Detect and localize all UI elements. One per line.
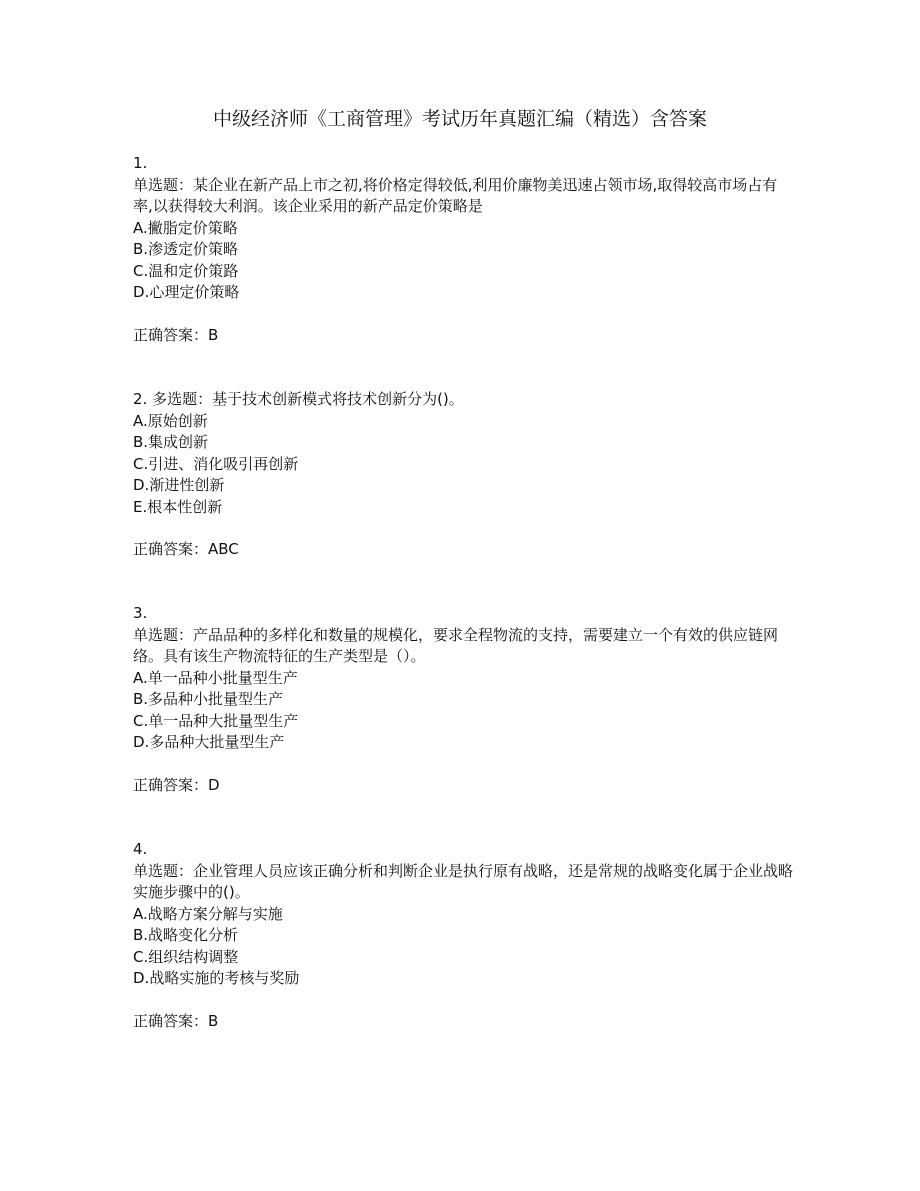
option-a: A.撇脂定价策略 — [133, 218, 238, 237]
option-c: C.温和定价策路 — [133, 261, 239, 280]
option-b: B.战略变化分析 — [133, 926, 239, 944]
question-stem: 单选题：某企业在新产品上市之初,将价格定得较低,利用价廉物美迅速占领市场,取得较高市场占有率,以获得较大利润。该企业采用的新产品定价策略是 — [133, 175, 778, 215]
question-stem: 单选题：产品品种的多样化和数量的规模化，要求全程物流的支持，需要建立一个有效的供应链网络。具有该生产物流特征的生产类型是（）。 — [133, 625, 779, 665]
question-stem: 单选题：企业管理人员应该正确分析和判断企业是执行原有战略，还是常规的战略变化属于企业战略实施步骤中的()。 — [133, 861, 794, 901]
option-d: D.多品种大批量型生产 — [133, 733, 285, 751]
correct-answer: 正确答案：B — [133, 325, 219, 344]
question-1 — [133, 153, 793, 346]
option-a: A.单一品种小批量型生产 — [133, 668, 298, 687]
option-d: D.战略实施的考核与奖励 — [133, 969, 300, 987]
question-2 — [133, 389, 793, 561]
option-d: D.心理定价策略 — [133, 283, 240, 301]
option-b: B.多品种小批量型生产 — [133, 690, 284, 708]
question-number: 1. — [133, 154, 148, 172]
correct-answer: 正确答案：B — [133, 1011, 219, 1030]
question-number: 4. — [133, 840, 148, 858]
option-a: A.原始创新 — [133, 411, 208, 430]
question-3 — [133, 603, 793, 796]
document-title: 中级经济师《工商管理》考试历年真题汇编（精选）含答案 — [212, 108, 707, 130]
option-c: C.单一品种大批量型生产 — [133, 711, 299, 730]
option-b: B.集成创新 — [133, 433, 209, 451]
question-4 — [133, 839, 793, 1032]
option-d: D.渐进性创新 — [133, 476, 225, 494]
option-b: B.渗透定价策略 — [133, 240, 239, 258]
question-number: 3. — [133, 604, 148, 622]
question-stem: 2. 多选题：基于技术创新模式将技术创新分为()。 — [133, 390, 464, 408]
option-e: E.根本性创新 — [133, 497, 223, 516]
correct-answer: 正确答案：D — [133, 775, 220, 794]
option-a: A.战略方案分解与实施 — [133, 904, 283, 923]
correct-answer: 正确答案：ABC — [133, 540, 239, 558]
option-c: C.引进、消化吸引再创新 — [133, 454, 299, 473]
option-c: C.组织结构调整 — [133, 947, 239, 966]
